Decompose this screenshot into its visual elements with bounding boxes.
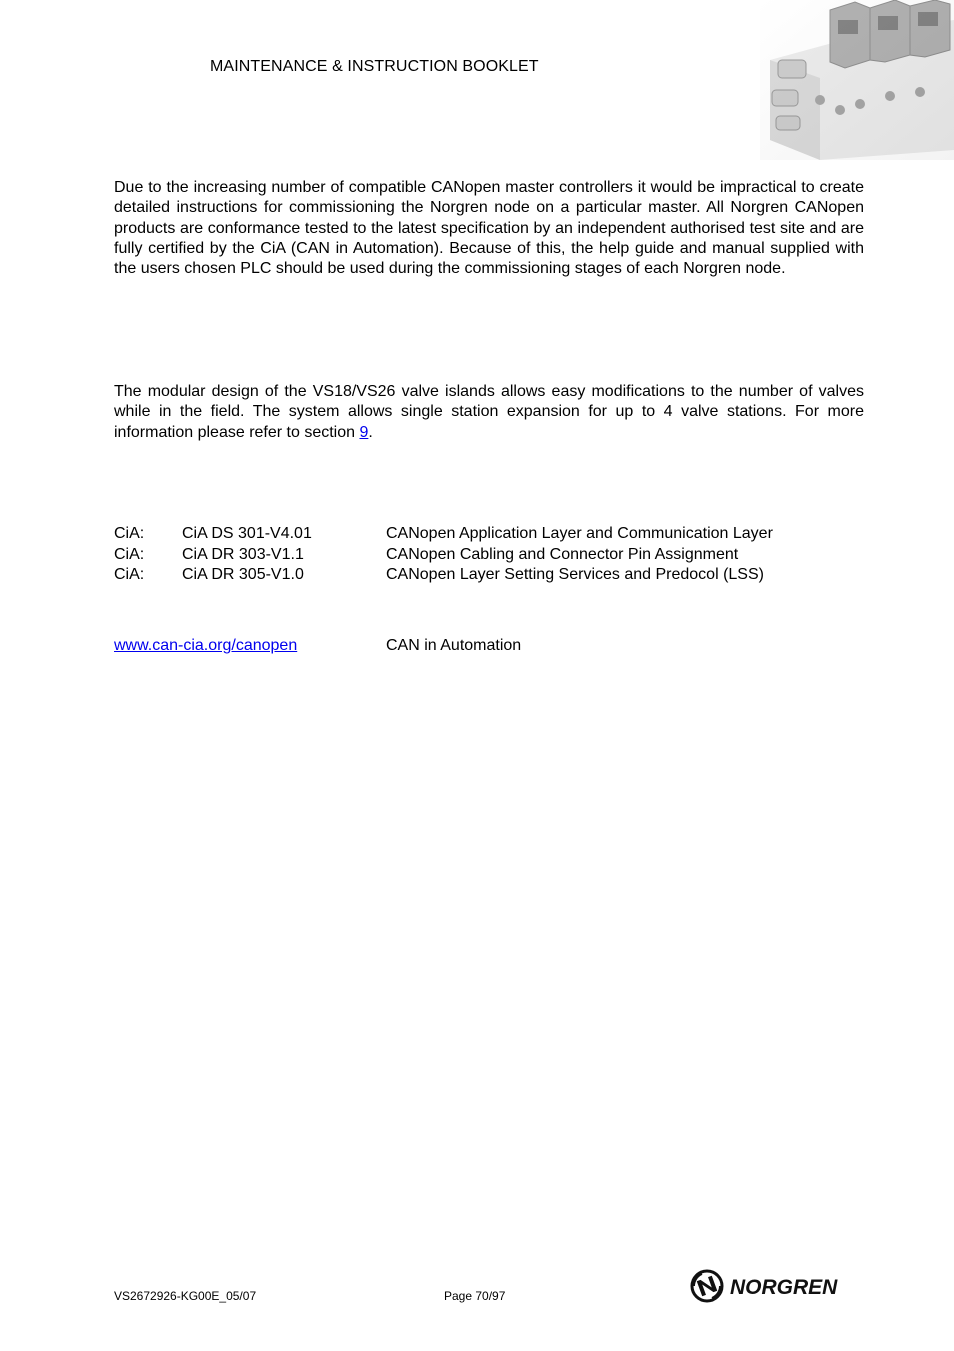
norgren-logo <box>690 1267 866 1305</box>
modular-design-text: The modular design of the VS18/VS26 valve islands allows easy modifications to the number of valves while in the field. The system allows single station expansion for up to 4 valve stations. For more information please refer to section <box>114 383 864 441</box>
modular-design-text-end: . <box>368 423 373 441</box>
cia-website-link[interactable]: www.can-cia.org/canopen <box>114 637 298 654</box>
standard-code: CiA DR 303-V1.1 <box>182 546 304 563</box>
standard-row <box>114 565 874 586</box>
weblink-row <box>114 636 874 657</box>
footer-page-number: Page 70/97 <box>444 1289 506 1303</box>
footer-document-id: VS2672926-KG00E_05/07 <box>114 1289 257 1303</box>
standard-row <box>114 545 874 566</box>
section-link[interactable]: 9 <box>359 423 369 441</box>
standard-org: CiA: <box>114 566 145 583</box>
standard-org: CiA: <box>114 546 145 563</box>
weblink-description: CAN in Automation <box>386 637 522 654</box>
page-header-title: MAINTENANCE & INSTRUCTION BOOKLET <box>210 58 539 75</box>
logo-wordmark: NORGREN <box>730 1276 838 1299</box>
standard-description: CANopen Application Layer and Communication Layer <box>386 525 773 542</box>
standard-code: CiA DR 305-V1.0 <box>182 566 304 583</box>
modular-design-paragraph <box>114 382 864 443</box>
standard-code: CiA DS 301-V4.01 <box>182 525 312 542</box>
commissioning-paragraph: Due to the increasing number of compatible CANopen master controllers it would be impractical to create detailed instructions for commissioning the Norgren node on a particular master. All Norgren CANopen products are conformance tested to the latest specification by an independent authorised test site and are fully certified by the CiA (CAN in Automation). Because of this, the help guide and manual supplied with the users chosen PLC should be used during the commissioning stages of each Norgren node. <box>114 179 864 278</box>
valve-island-image <box>760 0 954 160</box>
standard-description: CANopen Layer Setting Services and Predocol (LSS) <box>386 566 764 583</box>
standard-description: CANopen Cabling and Connector Pin Assignment <box>386 546 739 563</box>
standard-row <box>114 524 874 545</box>
standard-org: CiA: <box>114 525 145 542</box>
